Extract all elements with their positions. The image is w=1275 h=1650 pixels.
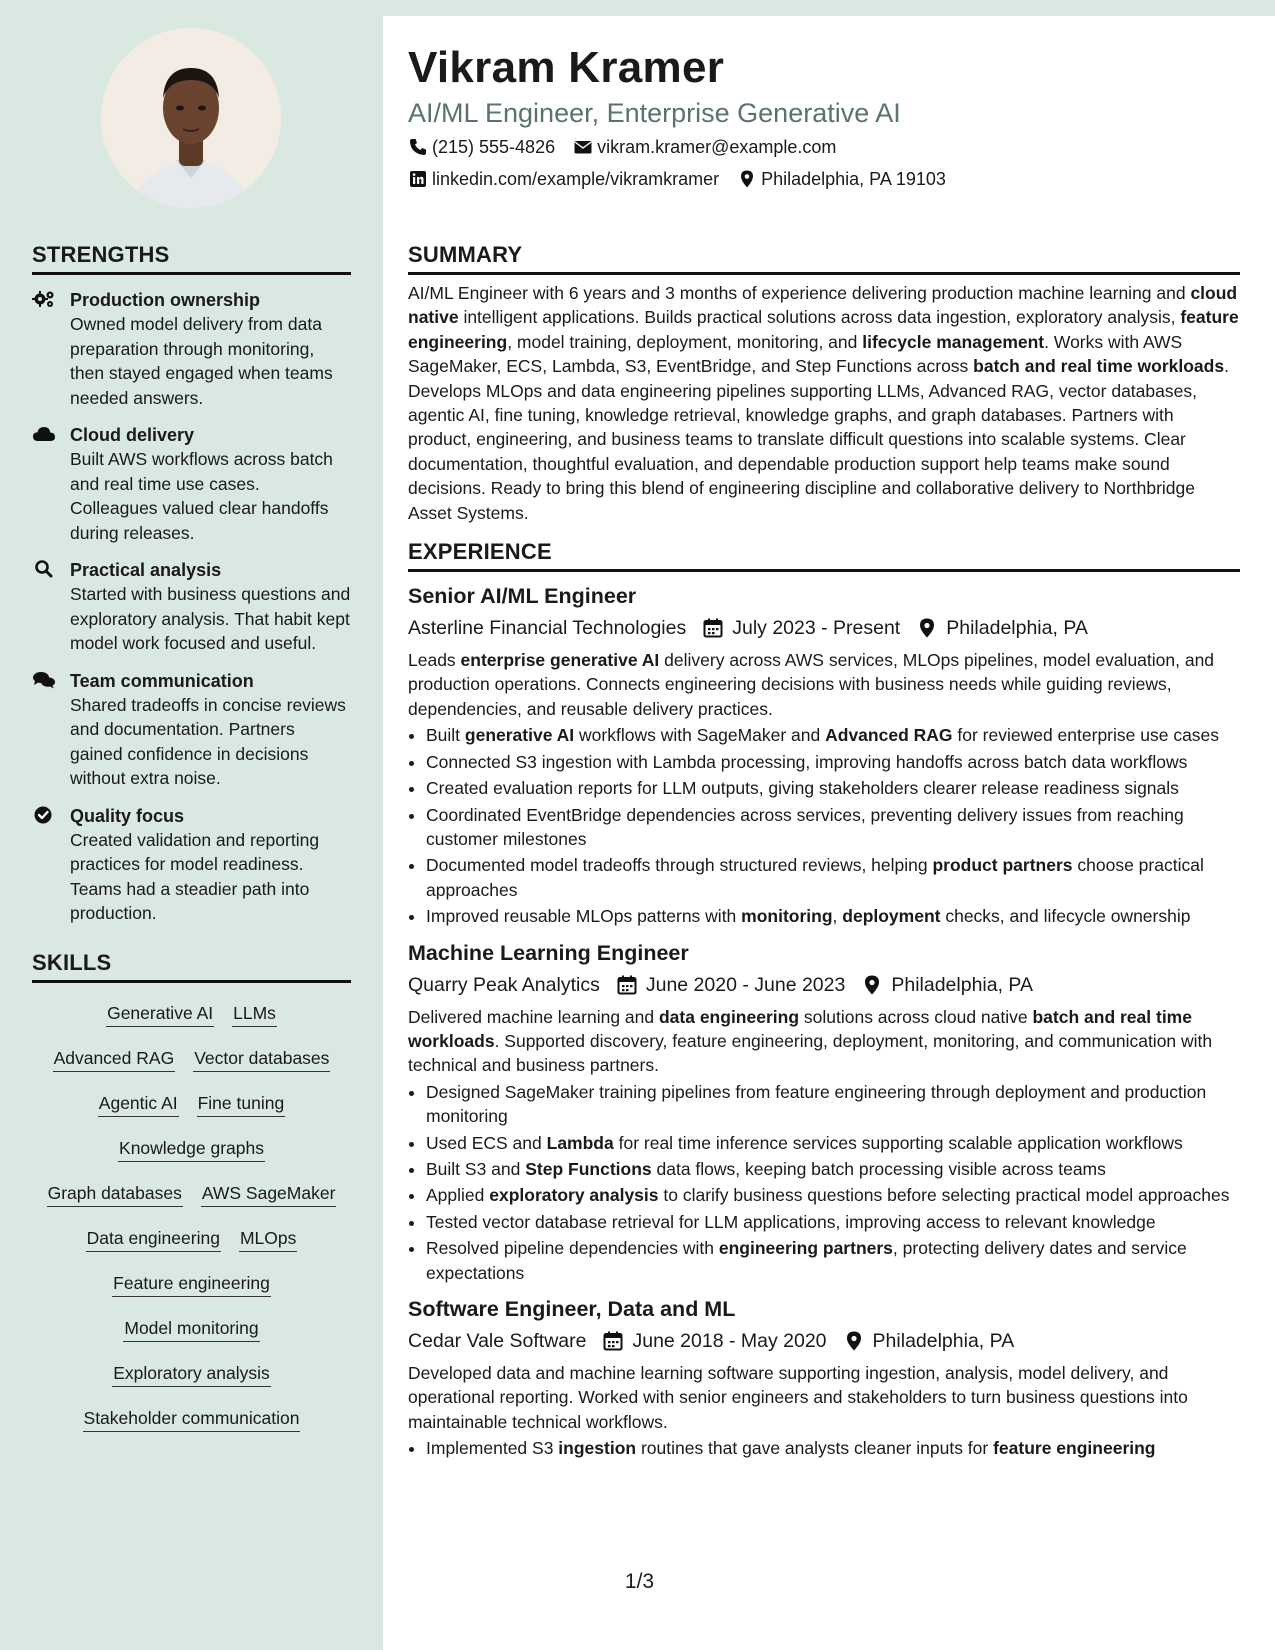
strength-item <box>32 558 351 656</box>
strengths-heading: STRENGTHS <box>32 242 351 275</box>
text-segment: . Works with AWS SageMaker, ECS, Lambda, S3, EventBridge, and Step Functions across <box>408 331 1183 377</box>
emphasis-text: monitoring <box>741 906 833 927</box>
job-dates-text: June 2018 - May 2020 <box>632 1330 827 1352</box>
bullet-item <box>426 853 1240 902</box>
calendar-icon <box>702 617 724 639</box>
job-bullets <box>408 1436 1240 1460</box>
experience-section <box>408 539 1240 1461</box>
cloud-icon <box>32 424 56 444</box>
emphasis-text: generative AI <box>464 725 575 746</box>
job-dates-text: June 2020 - June 2023 <box>645 973 846 996</box>
job-dates <box>602 1327 826 1355</box>
emphasis-text: Lambda <box>546 1132 614 1153</box>
calendar-icon <box>616 974 638 996</box>
job-location <box>843 1327 1015 1355</box>
strength-item <box>32 423 351 545</box>
skill-row <box>32 1083 351 1128</box>
emphasis-text: feature engineering <box>408 307 1239 352</box>
bullet-item <box>426 1183 1240 1207</box>
gears-icon <box>32 289 56 309</box>
text-segment: Used ECS and <box>426 1132 547 1153</box>
text-segment: . Supported discovery, feature engineering, deployment, monitoring, and communication with technical and business partners. <box>408 1030 1213 1076</box>
text-segment: , protecting delivery dates and service expectations <box>426 1238 1187 1283</box>
strength-title: Quality focus <box>70 805 185 826</box>
text-segment: Coordinated EventBridge dependencies across services, preventing delivery issues from reaching customer milestones <box>426 804 1184 849</box>
text-segment: AI/ML Engineer with 6 years and 3 months of experience delivering production machine learning and <box>408 283 1191 303</box>
bullet-item <box>426 1210 1240 1234</box>
job-entry <box>408 939 1240 1285</box>
emphasis-text: exploratory analysis <box>489 1185 659 1206</box>
job-description <box>408 1361 1240 1434</box>
experience-heading: EXPERIENCE <box>408 539 1240 572</box>
job-description <box>408 1005 1240 1078</box>
job-meta <box>408 614 1240 642</box>
skill-row <box>32 993 351 1038</box>
text-segment: Leads <box>408 650 461 671</box>
linkedin-contact <box>408 164 719 194</box>
job-dates <box>616 971 846 999</box>
job-entry <box>408 582 1240 928</box>
emphasis-text: cloud native <box>408 283 1238 328</box>
job-meta <box>408 1327 1240 1355</box>
envelope-icon <box>573 137 593 157</box>
text-segment: Created evaluation reports for LLM outputs, giving stakeholders clearer release readiness signals <box>426 778 1179 799</box>
job-dates <box>702 614 900 642</box>
map-pin-icon <box>737 169 757 189</box>
job-bullets <box>408 723 1240 928</box>
emphasis-text: feature engineering <box>993 1438 1156 1459</box>
skill-row <box>32 1308 351 1353</box>
strength-title: Team communication <box>70 670 254 691</box>
map-pin-icon <box>916 617 938 639</box>
job-title: Machine Learning Engineer <box>408 940 689 965</box>
contact-row-2 <box>408 164 1240 194</box>
summary-section <box>408 242 1240 525</box>
bullet-item <box>426 1236 1240 1285</box>
skill-row <box>32 1173 351 1218</box>
job-location-text: Philadelphia, PA <box>891 973 1033 996</box>
job-dates-text: July 2023 - Present <box>732 617 901 640</box>
emphasis-text: ingestion <box>558 1438 637 1459</box>
text-segment: Resolved pipeline dependencies with <box>426 1238 719 1259</box>
text-segment: delivery across AWS services, MLOps pipelines, model evaluation, and production operations. Connects engineering decisions with business needs while guiding reviews, dependencies, and reusable delivery practices. <box>408 650 1215 719</box>
email-contact <box>573 132 836 162</box>
strength-item <box>32 804 351 926</box>
phone-icon <box>408 137 428 157</box>
skill-tag: Exploratory analysis <box>112 1361 271 1387</box>
emphasis-text: engineering partners <box>718 1238 893 1259</box>
linkedin-url[interactable]: linkedin.com/example/vikramkramer <box>432 169 720 189</box>
strength-title: Cloud delivery <box>70 425 195 445</box>
company-name: Asterline Financial Technologies <box>408 617 687 640</box>
emphasis-text: deployment <box>842 906 941 927</box>
strength-description: Created validation and reporting practices for model readiness. Teams had a steadier path into production. <box>70 829 320 923</box>
bullet-item <box>426 1080 1240 1129</box>
phone-number[interactable]: (215) 555-4826 <box>432 137 556 157</box>
skills-heading: SKILLS <box>32 950 351 983</box>
comments-icon <box>32 670 56 690</box>
text-segment: data flows, keeping batch processing visible across teams <box>651 1158 1106 1179</box>
company-name: Quarry Peak Analytics <box>408 973 600 996</box>
skill-tag: Graph databases <box>47 1181 183 1207</box>
jobs-list <box>408 582 1240 1461</box>
strength-title: Practical analysis <box>70 560 222 580</box>
sidebar <box>0 0 383 1650</box>
emphasis-text: product partners <box>932 855 1073 876</box>
text-segment: workflows with SageMaker and <box>574 725 826 746</box>
skill-tag: Fine tuning <box>197 1091 286 1117</box>
text-segment: Delivered machine learning and <box>408 1006 659 1027</box>
company-name: Cedar Vale Software <box>408 1330 587 1352</box>
bullet-item <box>426 776 1240 800</box>
strengths-list <box>32 288 351 926</box>
location-contact <box>737 164 946 194</box>
job-location <box>861 971 1033 999</box>
calendar-icon <box>602 1330 624 1352</box>
job-description <box>408 648 1240 721</box>
job-location-text: Philadelphia, PA <box>946 617 1088 640</box>
bullet-item <box>426 1157 1240 1181</box>
skill-row <box>32 1398 351 1443</box>
emphasis-text: Step Functions <box>525 1158 652 1179</box>
contact-row-1 <box>408 132 1240 162</box>
skill-tag: MLOps <box>239 1226 297 1252</box>
sidebar-content <box>32 242 351 1443</box>
job-title: Software Engineer, Data and ML <box>408 1297 736 1321</box>
text-segment: for reviewed enterprise use cases <box>952 725 1220 746</box>
skill-tag: LLMs <box>232 1001 277 1027</box>
text-segment: for real time inference services supporting scalable application workflows <box>613 1132 1183 1153</box>
text-segment: Built S3 and <box>426 1158 526 1179</box>
check-circle-icon <box>32 805 56 825</box>
skills-list <box>32 993 351 1443</box>
text-segment: Built <box>426 725 465 746</box>
job-meta <box>408 971 1240 999</box>
job-entry <box>408 1295 1240 1461</box>
text-segment: , <box>832 906 843 927</box>
phone-contact <box>408 132 555 162</box>
text-segment: intelligent applications. Builds practical solutions across data ingestion, exploratory analysis, <box>458 307 1181 328</box>
skill-row <box>32 1038 351 1083</box>
summary-text <box>408 281 1240 525</box>
portrait-illustration <box>101 28 281 208</box>
bullet-item <box>426 904 1240 928</box>
text-segment: Designed SageMaker training pipelines from feature engineering through deployment and production monitoring <box>426 1081 1207 1127</box>
bullet-item <box>426 750 1240 774</box>
job-title: Senior AI/ML Engineer <box>408 584 637 609</box>
location-text: Philadelphia, PA 19103 <box>761 169 946 189</box>
candidate-name: Vikram Kramer <box>408 43 725 92</box>
text-segment: . Develops MLOps and data engineering pipelines supporting LLMs, Advanced RAG, vector databases, agentic AI, fine tuning, knowledge retrieval, knowledge graphs, and graph databases. Partners with product, engineering, and business teams to translate difficult questions into scalable systems. Clear documentation, thoughtful evaluation, and dependable production support help teams make sound decisions. Ready to bring this blend of engineering discipline and collaborative delivery to Northbridge Asset Systems. <box>408 356 1229 523</box>
text-segment: , model training, deployment, monitoring, and <box>507 331 863 352</box>
bullet-item <box>426 1436 1240 1460</box>
skill-tag: Generative AI <box>106 1001 214 1027</box>
main-column <box>408 40 1240 1461</box>
strength-title: Production ownership <box>70 290 261 310</box>
bullet-item <box>426 723 1240 747</box>
strength-description: Built AWS workflows across batch and real time use cases. Colleagues valued clear handoffs during releases. <box>70 449 333 543</box>
strength-description: Owned model delivery from data preparation through monitoring, then stayed engaged when teams needed answers. <box>70 314 333 408</box>
text-segment: to clarify business questions before selecting practical model approaches <box>658 1185 1230 1206</box>
job-location <box>916 614 1088 642</box>
text-segment: Applied <box>426 1185 490 1206</box>
text-segment: choose practical approaches <box>426 855 1204 900</box>
skill-tag: Model monitoring <box>123 1316 259 1342</box>
strength-description: Started with business questions and exploratory analysis. That habit kept model work focused and useful. <box>70 584 351 653</box>
skill-tag: Vector databases <box>193 1046 330 1072</box>
job-location-text: Philadelphia, PA <box>872 1330 1015 1352</box>
strength-item <box>32 669 351 791</box>
page-number <box>0 1570 1275 1594</box>
skill-tag: Data engineering <box>86 1226 221 1252</box>
strength-description: Shared tradeoffs in concise reviews and documentation. Partners gained confidence in decisions without extra noise. <box>70 694 346 788</box>
summary-heading: SUMMARY <box>408 242 1240 275</box>
linkedin-icon <box>408 169 428 189</box>
skill-tag: Knowledge graphs <box>118 1136 265 1162</box>
text-segment: Documented model tradeoffs through structured reviews, helping <box>426 855 933 876</box>
text-segment: Improved reusable MLOps patterns with <box>426 906 742 927</box>
skill-row <box>32 1128 351 1173</box>
text-segment: routines that gave analysts cleaner inputs for <box>636 1438 994 1459</box>
page-number-text: 1/3 <box>624 1570 655 1593</box>
email-address[interactable]: vikram.kramer@example.com <box>597 137 837 157</box>
emphasis-text: data engineering <box>658 1006 800 1027</box>
skill-tag: AWS SageMaker <box>201 1181 337 1207</box>
map-pin-icon <box>843 1330 865 1352</box>
emphasis-text: lifecycle management <box>862 331 1045 352</box>
text-segment: Tested vector database retrieval for LLM applications, improving access to relevant knowledge <box>426 1211 1156 1232</box>
text-segment: Connected S3 ingestion with Lambda processing, improving handoffs across batch data workflows <box>426 751 1188 772</box>
candidate-title: AI/ML Engineer, Enterprise Generative AI <box>408 98 901 128</box>
job-bullets <box>408 1080 1240 1285</box>
profile-photo <box>101 28 281 208</box>
emphasis-text: enterprise generative AI <box>460 650 660 671</box>
emphasis-text: batch and real time workloads <box>408 1006 1192 1051</box>
skill-tag: Feature engineering <box>112 1271 271 1297</box>
skill-row <box>32 1218 351 1263</box>
skill-row <box>32 1353 351 1398</box>
bullet-item <box>426 803 1240 852</box>
search-icon <box>32 559 56 579</box>
bullet-item <box>426 1131 1240 1155</box>
text-segment: checks, and lifecycle ownership <box>940 906 1191 927</box>
emphasis-text: Advanced RAG <box>825 725 953 746</box>
text-segment: Implemented S3 <box>426 1438 559 1459</box>
skill-tag: Agentic AI <box>98 1091 179 1117</box>
skill-tag: Stakeholder communication <box>83 1406 301 1432</box>
map-pin-icon <box>861 974 883 996</box>
skill-tag: Advanced RAG <box>53 1046 176 1072</box>
strength-item <box>32 288 351 410</box>
text-segment: solutions across cloud native <box>799 1006 1033 1027</box>
skill-row <box>32 1263 351 1308</box>
emphasis-text: batch and real time workloads <box>973 356 1225 377</box>
text-segment: Developed data and machine learning software supporting ingestion, analysis, model delivery, and operational reporting. Worked with senior engineers and stakeholders to turn business questions into maintainable technical workflows. <box>408 1363 1188 1432</box>
